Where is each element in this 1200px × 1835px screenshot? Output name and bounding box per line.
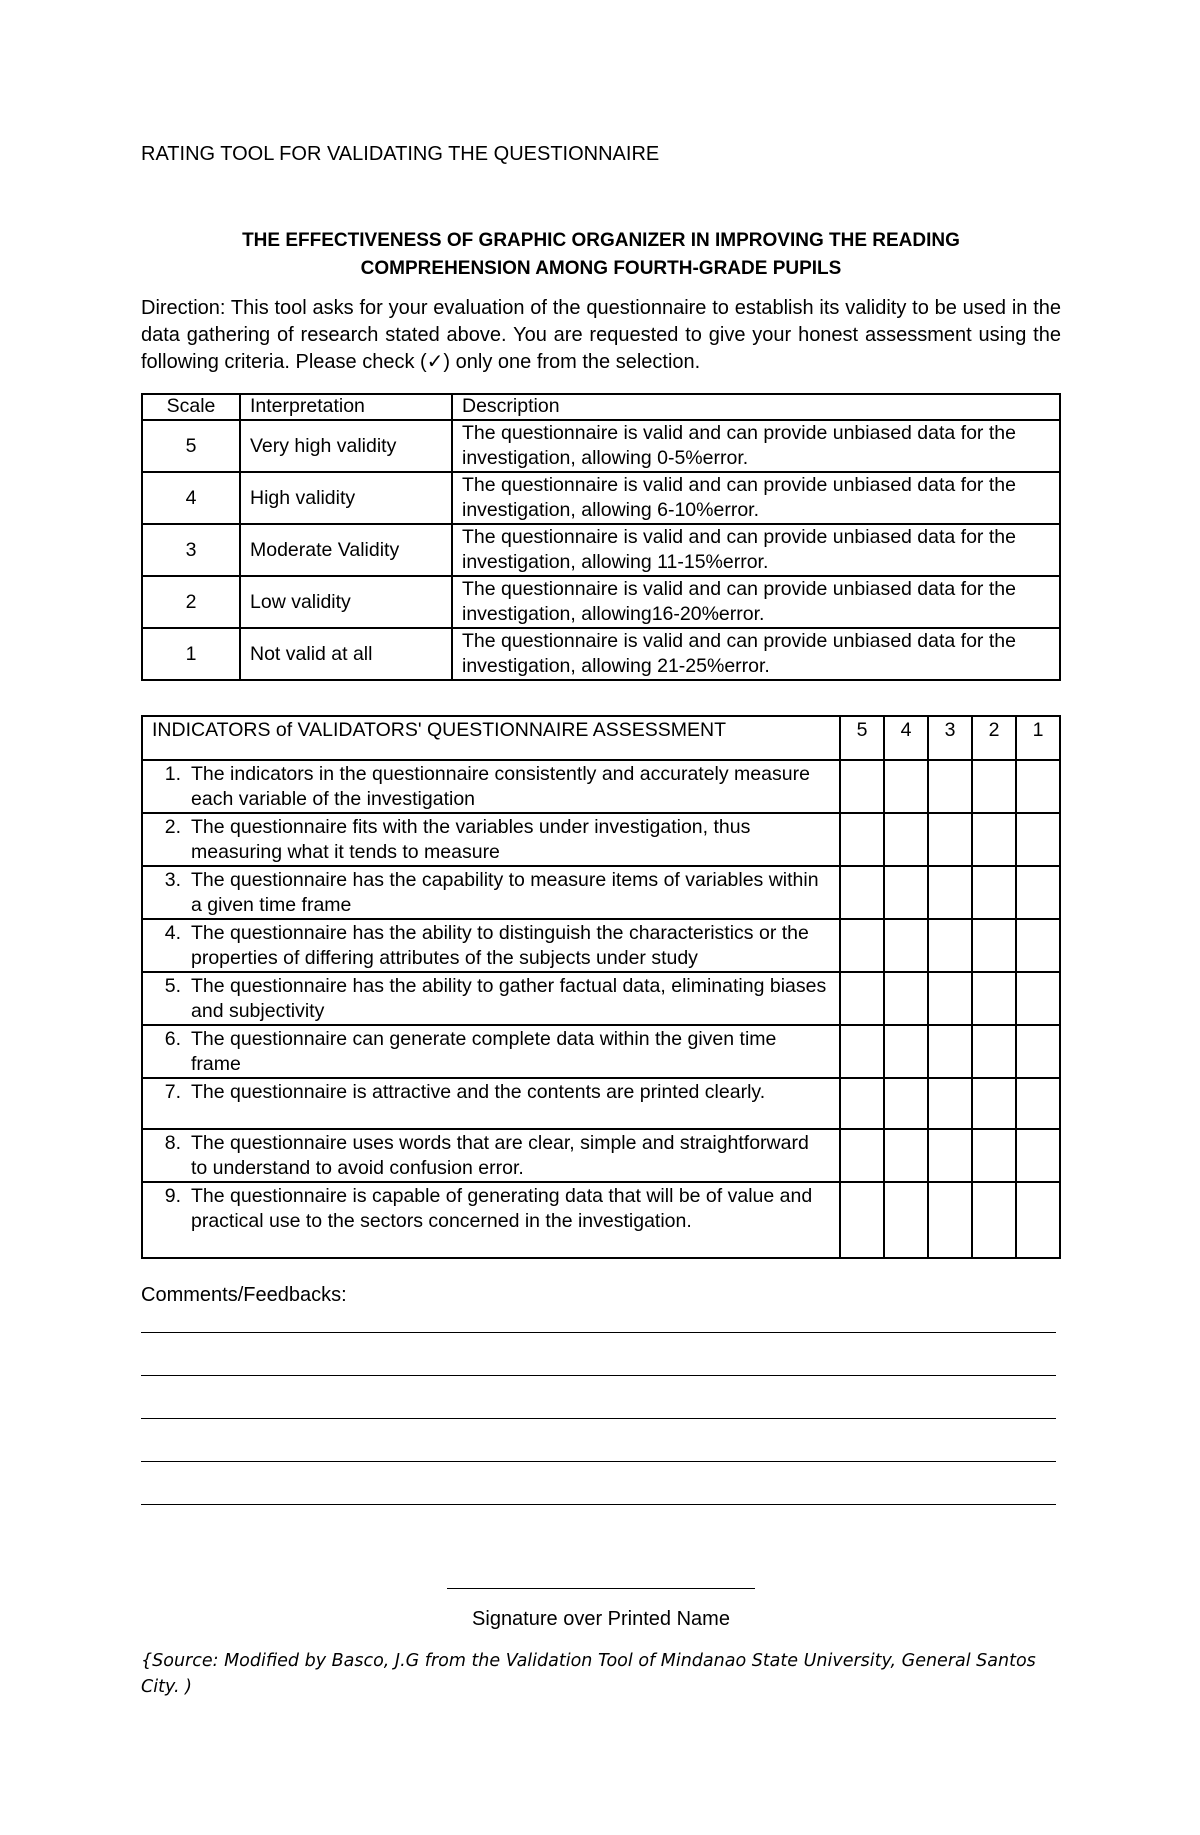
indicator-number: 1. xyxy=(164,763,181,785)
scale-description: The questionnaire is valid and can provide unbiased data for the investigation, allowing 6-10%error. xyxy=(452,472,1060,524)
rating-checkbox-3[interactable] xyxy=(928,866,972,919)
indicator-row xyxy=(142,813,1060,866)
comment-line[interactable] xyxy=(141,1418,1056,1419)
scale-row xyxy=(142,524,1060,576)
header-description: Description xyxy=(452,394,1060,420)
rating-checkbox-3[interactable] xyxy=(928,760,972,813)
rating-checkbox-1[interactable] xyxy=(1016,919,1060,972)
rating-checkbox-5[interactable] xyxy=(840,919,884,972)
indicator-text: The questionnaire has the capability to measure items of variables within a given time frame xyxy=(191,869,819,916)
comment-line[interactable] xyxy=(141,1461,1056,1462)
rating-checkbox-5[interactable] xyxy=(840,1025,884,1078)
rating-checkbox-1[interactable] xyxy=(1016,972,1060,1025)
rating-checkbox-4[interactable] xyxy=(884,760,928,813)
rating-checkbox-2[interactable] xyxy=(972,1025,1016,1078)
comment-line[interactable] xyxy=(141,1375,1056,1376)
indicator-row xyxy=(142,760,1060,813)
scale-value: 3 xyxy=(142,524,240,576)
indicator-text: The questionnaire is capable of generating data that will be of value and practical use to the sectors concerned in the investigation. xyxy=(191,1185,813,1232)
indicator-cell xyxy=(142,1078,840,1129)
indicator-number: 5. xyxy=(164,975,181,997)
scale-description: The questionnaire is valid and can provide unbiased data for the investigation, allowing 21-25%error. xyxy=(452,628,1060,680)
indicator-cell xyxy=(142,813,840,866)
rating-checkbox-5[interactable] xyxy=(840,813,884,866)
rating-checkbox-4[interactable] xyxy=(884,1025,928,1078)
rating-checkbox-2[interactable] xyxy=(972,866,1016,919)
indicator-number: 8. xyxy=(164,1132,181,1154)
rating-column-4: 4 xyxy=(884,716,928,760)
rating-checkbox-3[interactable] xyxy=(928,1129,972,1182)
indicator-number: 7. xyxy=(164,1081,181,1103)
rating-checkbox-5[interactable] xyxy=(840,1078,884,1129)
indicator-text: The questionnaire has the ability to gather factual data, eliminating biases and subjectivity xyxy=(191,975,827,1022)
scale-interpretation: Moderate Validity xyxy=(240,524,452,576)
indicator-cell xyxy=(142,1129,840,1182)
rating-checkbox-3[interactable] xyxy=(928,1025,972,1078)
title-line-1: THE EFFECTIVENESS OF GRAPHIC ORGANIZER IN IMPROVING THE READING xyxy=(242,230,960,251)
rating-checkbox-3[interactable] xyxy=(928,919,972,972)
indicator-row xyxy=(142,1025,1060,1078)
rating-checkbox-2[interactable] xyxy=(972,972,1016,1025)
rating-checkbox-1[interactable] xyxy=(1016,1078,1060,1129)
indicator-cell xyxy=(142,1182,840,1258)
rating-checkbox-5[interactable] xyxy=(840,1182,884,1258)
rating-column-2: 2 xyxy=(972,716,1016,760)
scale-table-header xyxy=(142,394,1060,420)
rating-checkbox-5[interactable] xyxy=(840,866,884,919)
header-scale: Scale xyxy=(142,394,240,420)
scale-value: 2 xyxy=(142,576,240,628)
indicator-row xyxy=(142,972,1060,1025)
document-label: RATING TOOL FOR VALIDATING THE QUESTIONNAIRE xyxy=(141,143,660,165)
rating-checkbox-4[interactable] xyxy=(884,866,928,919)
indicators-table xyxy=(141,715,1061,1259)
rating-column-3: 3 xyxy=(928,716,972,760)
indicator-row xyxy=(142,1129,1060,1182)
indicator-text: The questionnaire is attractive and the contents are printed clearly. xyxy=(191,1081,766,1103)
rating-checkbox-1[interactable] xyxy=(1016,760,1060,813)
indicator-cell xyxy=(142,919,840,972)
indicator-text: The questionnaire has the ability to distinguish the characteristics or the properties of differing attributes of the subjects under study xyxy=(191,922,809,969)
rating-checkbox-2[interactable] xyxy=(972,919,1016,972)
scale-interpretation: Very high validity xyxy=(240,420,452,472)
rating-checkbox-4[interactable] xyxy=(884,813,928,866)
rating-checkbox-4[interactable] xyxy=(884,1182,928,1258)
rating-checkbox-1[interactable] xyxy=(1016,1129,1060,1182)
rating-checkbox-4[interactable] xyxy=(884,919,928,972)
rating-checkbox-3[interactable] xyxy=(928,1078,972,1129)
indicator-row xyxy=(142,1182,1060,1258)
indicator-text: The questionnaire can generate complete data within the given time frame xyxy=(191,1028,777,1075)
indicator-text: The questionnaire uses words that are clear, simple and straightforward to understand to avoid confusion error. xyxy=(191,1132,809,1179)
rating-checkbox-3[interactable] xyxy=(928,1182,972,1258)
rating-checkbox-2[interactable] xyxy=(972,1129,1016,1182)
rating-checkbox-1[interactable] xyxy=(1016,866,1060,919)
scale-row xyxy=(142,420,1060,472)
indicators-header: INDICATORS of VALIDATORS' QUESTIONNAIRE ASSESSMENT xyxy=(142,716,840,760)
scale-description: The questionnaire is valid and can provide unbiased data for the investigation, allowing 11-15%error. xyxy=(452,524,1060,576)
source-note: {Source: Modified by Basco, J.G from the Validation Tool of Mindanao State University, General Santos City. ) xyxy=(141,1651,1036,1697)
indicator-cell xyxy=(142,760,840,813)
indicator-cell xyxy=(142,866,840,919)
rating-checkbox-4[interactable] xyxy=(884,1129,928,1182)
scale-row xyxy=(142,472,1060,524)
rating-checkbox-4[interactable] xyxy=(884,972,928,1025)
direction-paragraph: Direction: This tool asks for your evaluation of the questionnaire to establish its validity to be used in the data gathering of research stated above. You are requested to give your honest assessment using the following criteria. Please check (✓) only one from the selection. xyxy=(141,297,1061,373)
indicator-number: 2. xyxy=(164,816,181,838)
rating-checkbox-5[interactable] xyxy=(840,760,884,813)
rating-checkbox-5[interactable] xyxy=(840,972,884,1025)
rating-checkbox-4[interactable] xyxy=(884,1078,928,1129)
indicator-row xyxy=(142,866,1060,919)
indicator-number: 6. xyxy=(164,1028,181,1050)
indicator-row xyxy=(142,1078,1060,1129)
rating-column-5: 5 xyxy=(840,716,884,760)
scale-interpretation: Not valid at all xyxy=(240,628,452,680)
rating-checkbox-2[interactable] xyxy=(972,813,1016,866)
document-title xyxy=(141,227,1061,283)
rating-checkbox-2[interactable] xyxy=(972,1078,1016,1129)
rating-checkbox-1[interactable] xyxy=(1016,1025,1060,1078)
comment-line[interactable] xyxy=(141,1332,1056,1333)
indicator-cell xyxy=(142,1025,840,1078)
scale-value: 4 xyxy=(142,472,240,524)
indicator-number: 3. xyxy=(164,869,181,891)
signature-label: Signature over Printed Name xyxy=(472,1608,730,1630)
rating-checkbox-3[interactable] xyxy=(928,813,972,866)
indicator-number: 9. xyxy=(164,1185,181,1207)
title-line-2: COMPREHENSION AMONG FOURTH-GRADE PUPILS xyxy=(360,258,842,279)
rating-checkbox-2[interactable] xyxy=(972,1182,1016,1258)
indicator-text: The indicators in the questionnaire consistently and accurately measure each variable of the investigation xyxy=(191,763,810,810)
scale-row xyxy=(142,628,1060,680)
rating-column-1: 1 xyxy=(1016,716,1060,760)
rating-checkbox-1[interactable] xyxy=(1016,1182,1060,1258)
comment-line[interactable] xyxy=(141,1504,1056,1505)
rating-checkbox-2[interactable] xyxy=(972,760,1016,813)
rating-checkbox-5[interactable] xyxy=(840,1129,884,1182)
comments-label: Comments/Feedbacks: xyxy=(141,1284,347,1306)
rating-checkbox-1[interactable] xyxy=(1016,813,1060,866)
scale-value: 5 xyxy=(142,420,240,472)
rating-checkbox-3[interactable] xyxy=(928,972,972,1025)
scale-value: 1 xyxy=(142,628,240,680)
indicator-row xyxy=(142,919,1060,972)
indicator-text: The questionnaire fits with the variables under investigation, thus measuring what it tends to measure xyxy=(191,816,751,863)
indicator-number: 4. xyxy=(164,922,181,944)
scale-description: The questionnaire is valid and can provide unbiased data for the investigation, allowing 0-5%error. xyxy=(452,420,1060,472)
scale-interpretation: Low validity xyxy=(240,576,452,628)
header-interpretation: Interpretation xyxy=(240,394,452,420)
indicators-header-row xyxy=(142,716,1060,760)
indicator-cell xyxy=(142,972,840,1025)
scale-table xyxy=(141,393,1061,681)
scale-description: The questionnaire is valid and can provide unbiased data for the investigation, allowing16-20%error. xyxy=(452,576,1060,628)
scale-interpretation: High validity xyxy=(240,472,452,524)
scale-row xyxy=(142,576,1060,628)
signature-line[interactable] xyxy=(447,1588,755,1589)
